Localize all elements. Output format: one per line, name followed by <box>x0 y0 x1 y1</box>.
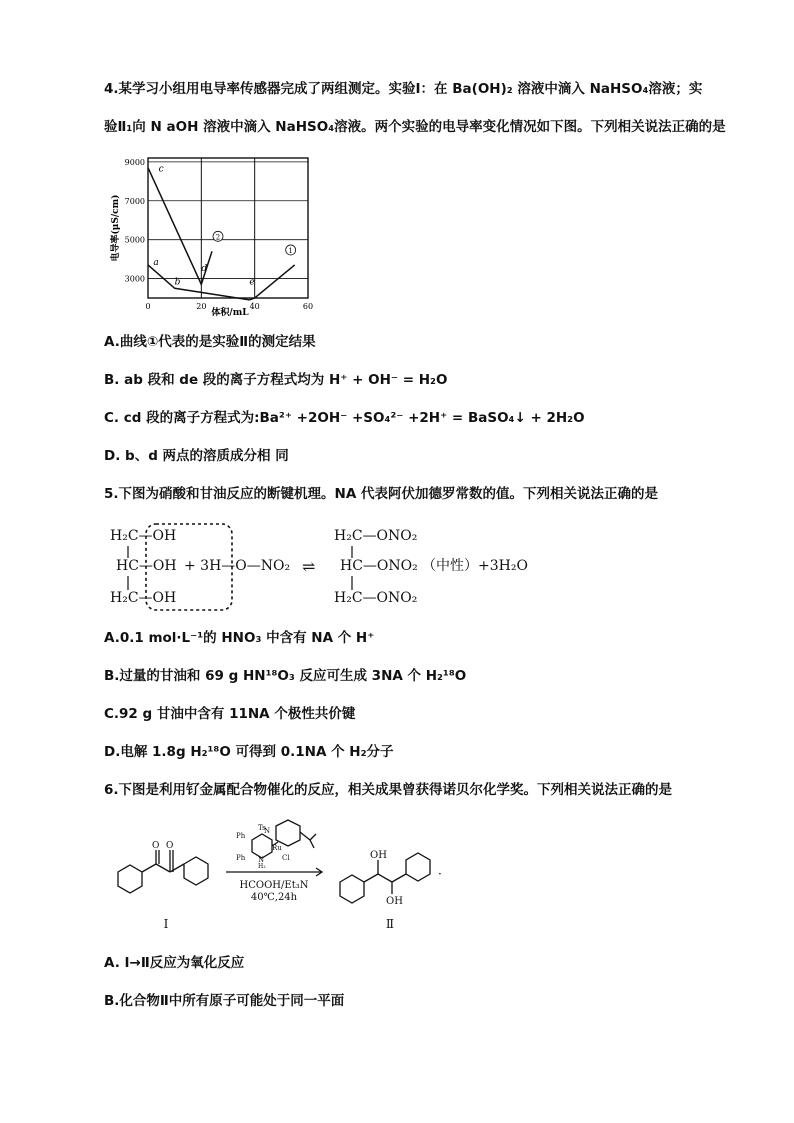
oxygen-label: O <box>152 841 160 851</box>
phenyl-ring-right <box>184 857 208 885</box>
point-label: e <box>249 277 255 288</box>
x-tick-label: 60 <box>302 302 314 311</box>
catalyst-label-n: N <box>264 827 271 835</box>
catalyst-label-n: N <box>258 856 265 864</box>
product-row2: HC—ONO₂ <box>340 558 418 574</box>
glycerol-row2: HC—OH <box>116 558 177 574</box>
q5-stem: 5.下图为硝酸和甘油反应的断键机理。NA 代表阿伏加德罗常数的值。下列相关说法正确的是 <box>104 486 658 502</box>
compound-label-i: Ⅰ <box>163 917 169 931</box>
product-row3: H₂C—ONO₂ <box>334 590 418 606</box>
q6-stem: 6.下图是利用钌金属配合物催化的反应，相关成果曾获得诺贝尔化学奖。下列相关说法正确的是 <box>104 782 673 798</box>
nitration-equation <box>104 520 544 620</box>
catalyst-label-ts: Ts <box>258 824 266 832</box>
chart-curves <box>148 168 296 300</box>
product-note: （中性）+3H₂O <box>422 558 528 574</box>
glycerol-row3: H₂C—OH <box>110 590 177 606</box>
q6-option-a: A. Ⅰ→Ⅱ反应为氧化反应 <box>104 955 245 971</box>
y-tick-label: 5000 <box>124 235 145 245</box>
catalyst-label-ph: Ph <box>236 854 246 862</box>
q5-option-c: C.92 g 甘油中含有 11NA 个极性共价键 <box>104 706 356 722</box>
point-label: d <box>201 263 208 274</box>
q5-option-a: A.0.1 mol·L⁻¹的 HNO₃ 中含有 NA 个 H⁺ <box>104 630 375 646</box>
reaction-scheme <box>100 812 460 942</box>
q4-option-d: D. b、d 两点的溶质成分相 同 <box>104 448 289 464</box>
y-axis-label: 电导率(μS/cm) <box>111 194 121 262</box>
q4-option-b: B. ab 段和 de 段的离子方程式均为 H⁺ + OH⁻ = H₂O <box>104 372 448 388</box>
q4-option-a: A.曲线①代表的是实验Ⅱ的测定结果 <box>104 334 316 350</box>
reaction-condition: HCOOH/Et₃N <box>239 880 309 891</box>
catalyst-label-ru: Ru <box>272 844 282 852</box>
oxygen-label: O <box>166 841 174 851</box>
chart-point-labels <box>153 165 254 288</box>
catalyst-label-ph: Ph <box>236 832 246 840</box>
equilibrium-arrow: ⇌ <box>302 557 316 576</box>
series-label: 2 <box>215 233 221 242</box>
q5-option-b: B.过量的甘油和 69 g HN¹⁸O₃ 反应可生成 3NA 个 H₂¹⁸O <box>104 668 467 684</box>
catalyst-ring <box>252 834 272 858</box>
series-label: 1 <box>288 246 293 255</box>
product-row1: H₂C—ONO₂ <box>334 528 418 544</box>
hydroxyl-label: OH <box>370 850 387 861</box>
y-tick-label: 9000 <box>124 157 145 167</box>
conductivity-chart <box>100 150 330 320</box>
point-label: c <box>158 164 164 175</box>
x-tick-label: 40 <box>249 302 260 311</box>
compound-label-ii: Ⅱ <box>385 917 395 931</box>
x-axis-label: 体积/mL <box>211 308 249 318</box>
catalyst-label-cl: Cl <box>282 854 290 862</box>
x-tick-label: 20 <box>196 302 207 311</box>
y-tick-label: 7000 <box>124 196 145 206</box>
q4-option-c: C. cd 段的离子方程式为:Ba²⁺ +2OH⁻ +SO₄²⁻ +2H⁺ = BaSO₄↓ + 2H₂O <box>104 410 585 426</box>
q4-stem-line1: 4.某学习小组用电导率传感器完成了两组测定。实验Ⅰ：在 Ba(OH)₂ 溶液中滴入 NaHSO₄溶液；实 <box>104 81 703 97</box>
phenyl-ring-product-right <box>406 853 430 881</box>
phenyl-ring-left <box>118 865 142 893</box>
nitric-acid: + 3H—O—NO₂ <box>184 558 291 574</box>
phenyl-ring-product-left <box>340 875 364 903</box>
hydroxyl-label: OH <box>386 896 403 907</box>
chart-grid <box>148 158 308 298</box>
q6-option-b: B.化合物Ⅱ中所有原子可能处于同一平面 <box>104 993 345 1009</box>
catalyst-label-h2: H₂ <box>258 863 266 870</box>
y-tick-label: 3000 <box>124 274 145 284</box>
plot-frame <box>148 158 308 298</box>
point-label: a <box>153 257 159 268</box>
reaction-temperature: 40℃,24h <box>250 892 298 903</box>
cymene-ring <box>276 820 300 846</box>
curve-1 <box>148 265 295 300</box>
point-label: b <box>174 277 181 288</box>
stray-dot: · <box>438 867 442 881</box>
q4-stem-line2: 验Ⅱ₁向 N aOH 溶液中滴入 NaHSO₄溶液。两个实验的电导率变化情况如下图。下列相关说法正确的是 <box>104 119 726 135</box>
x-tick-label: 0 <box>145 302 151 311</box>
glycerol-row1: H₂C—OH <box>110 528 177 544</box>
q5-option-d: D.电解 1.8g H₂¹⁸O 可得到 0.1NA 个 H₂分子 <box>104 744 394 760</box>
